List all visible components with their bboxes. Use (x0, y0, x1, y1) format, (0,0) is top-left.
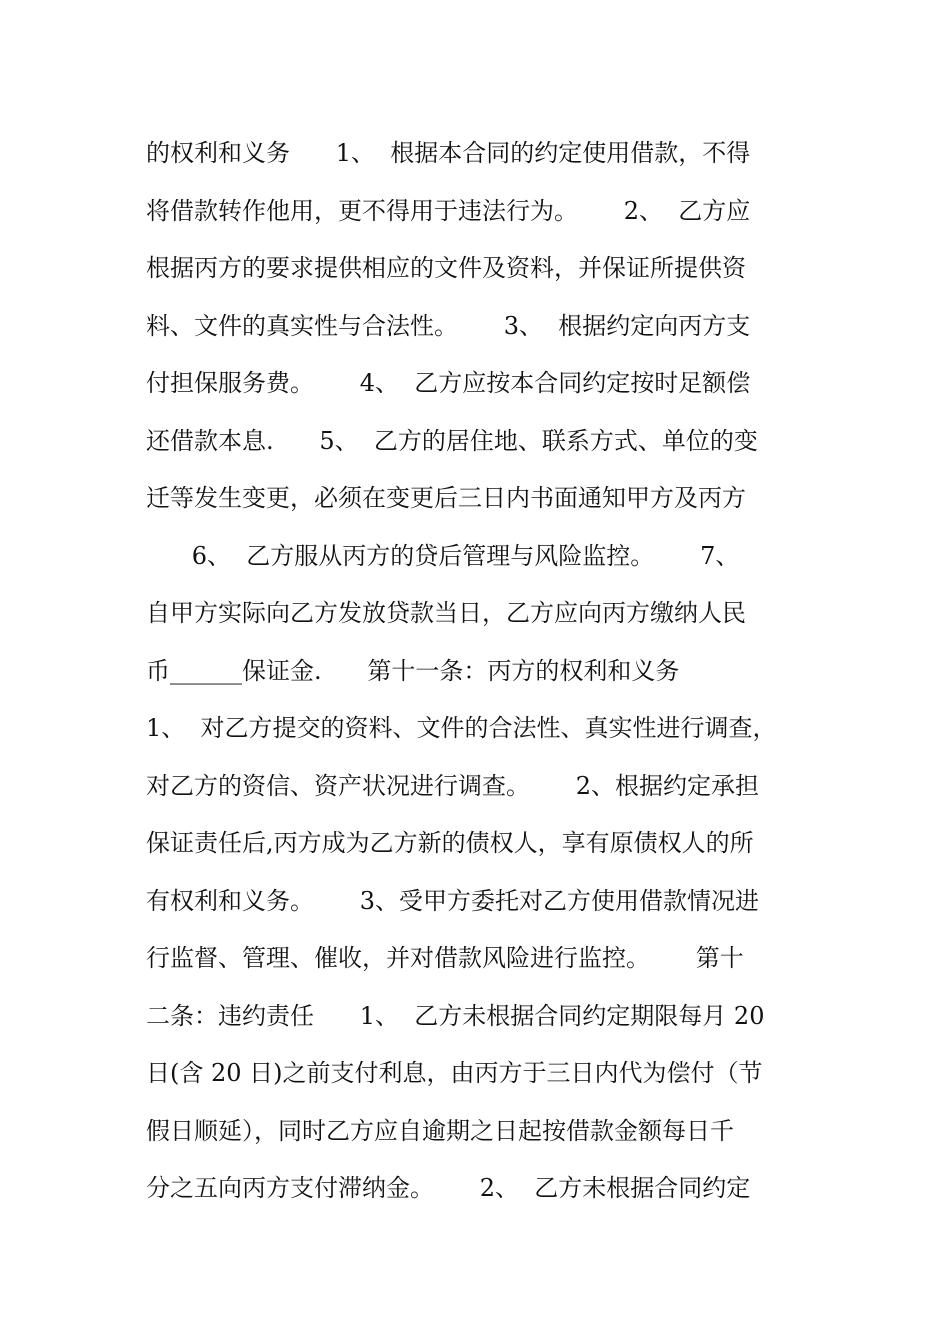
text-line: 自甲方实际向乙方发放贷款当日，乙方应向丙方缴纳人民 (146, 599, 746, 627)
text-line: 迁等发生变更，必须在变更后三日内书面通知甲方及丙方 (146, 484, 746, 512)
text-line: 根据丙方的要求提供相应的文件及资料，并保证所提供资 (146, 254, 746, 282)
contract-body-text (146, 125, 811, 1218)
text-line: 币______保证金. 第十一条：丙方的权利和义务 (146, 656, 680, 685)
text-line: 料、文件的真实性与合法性。 3、 根据约定向丙方支 (146, 311, 751, 340)
text-line: 日(含 20 日)之前支付利息，由丙方于三日内代为偿付（节 (146, 1059, 763, 1087)
text-line: 将借款转作他用，更不得用于违法行为。 2、 乙方应 (146, 196, 751, 225)
text-line: 行监督、管理、催收，并对借款风险进行监控。 第十 (146, 944, 744, 972)
text-line: 有权利和义务。 3、受甲方委托对乙方使用借款情况进 (146, 886, 760, 915)
text-line: 1、 对乙方提交的资料、文件的合法性、真实性进行调查， (146, 714, 777, 742)
text-line: 的权利和义务 1、 根据本合同的约定使用借款，不得 (146, 139, 751, 167)
text-line: 二条：违约责任 1、 乙方未根据合同约定期限每月 20 (146, 1001, 765, 1030)
text-line: 6、 乙方服从丙方的贷后管理与风险监控。 7、 (146, 541, 740, 570)
text-line: 假日顺延），同时乙方应自逾期之日起按借款金额每日千 (146, 1116, 734, 1145)
text-line: 保证责任后,丙方成为乙方新的债权人，享有原债权人的所 (146, 829, 754, 857)
text-line: 还借款本息. 5、 乙方的居住地、联系方式、单位的变 (146, 426, 758, 455)
text-line: 对乙方的资信、资产状况进行调查。 2、根据约定承担 (146, 771, 760, 800)
text-line: 分之五向丙方支付滞纳金。 2、 乙方未根据合同约定 (146, 1174, 751, 1202)
text-line: 付担保服务费。 4、 乙方应按本合同约定按时足额偿 (146, 369, 751, 397)
